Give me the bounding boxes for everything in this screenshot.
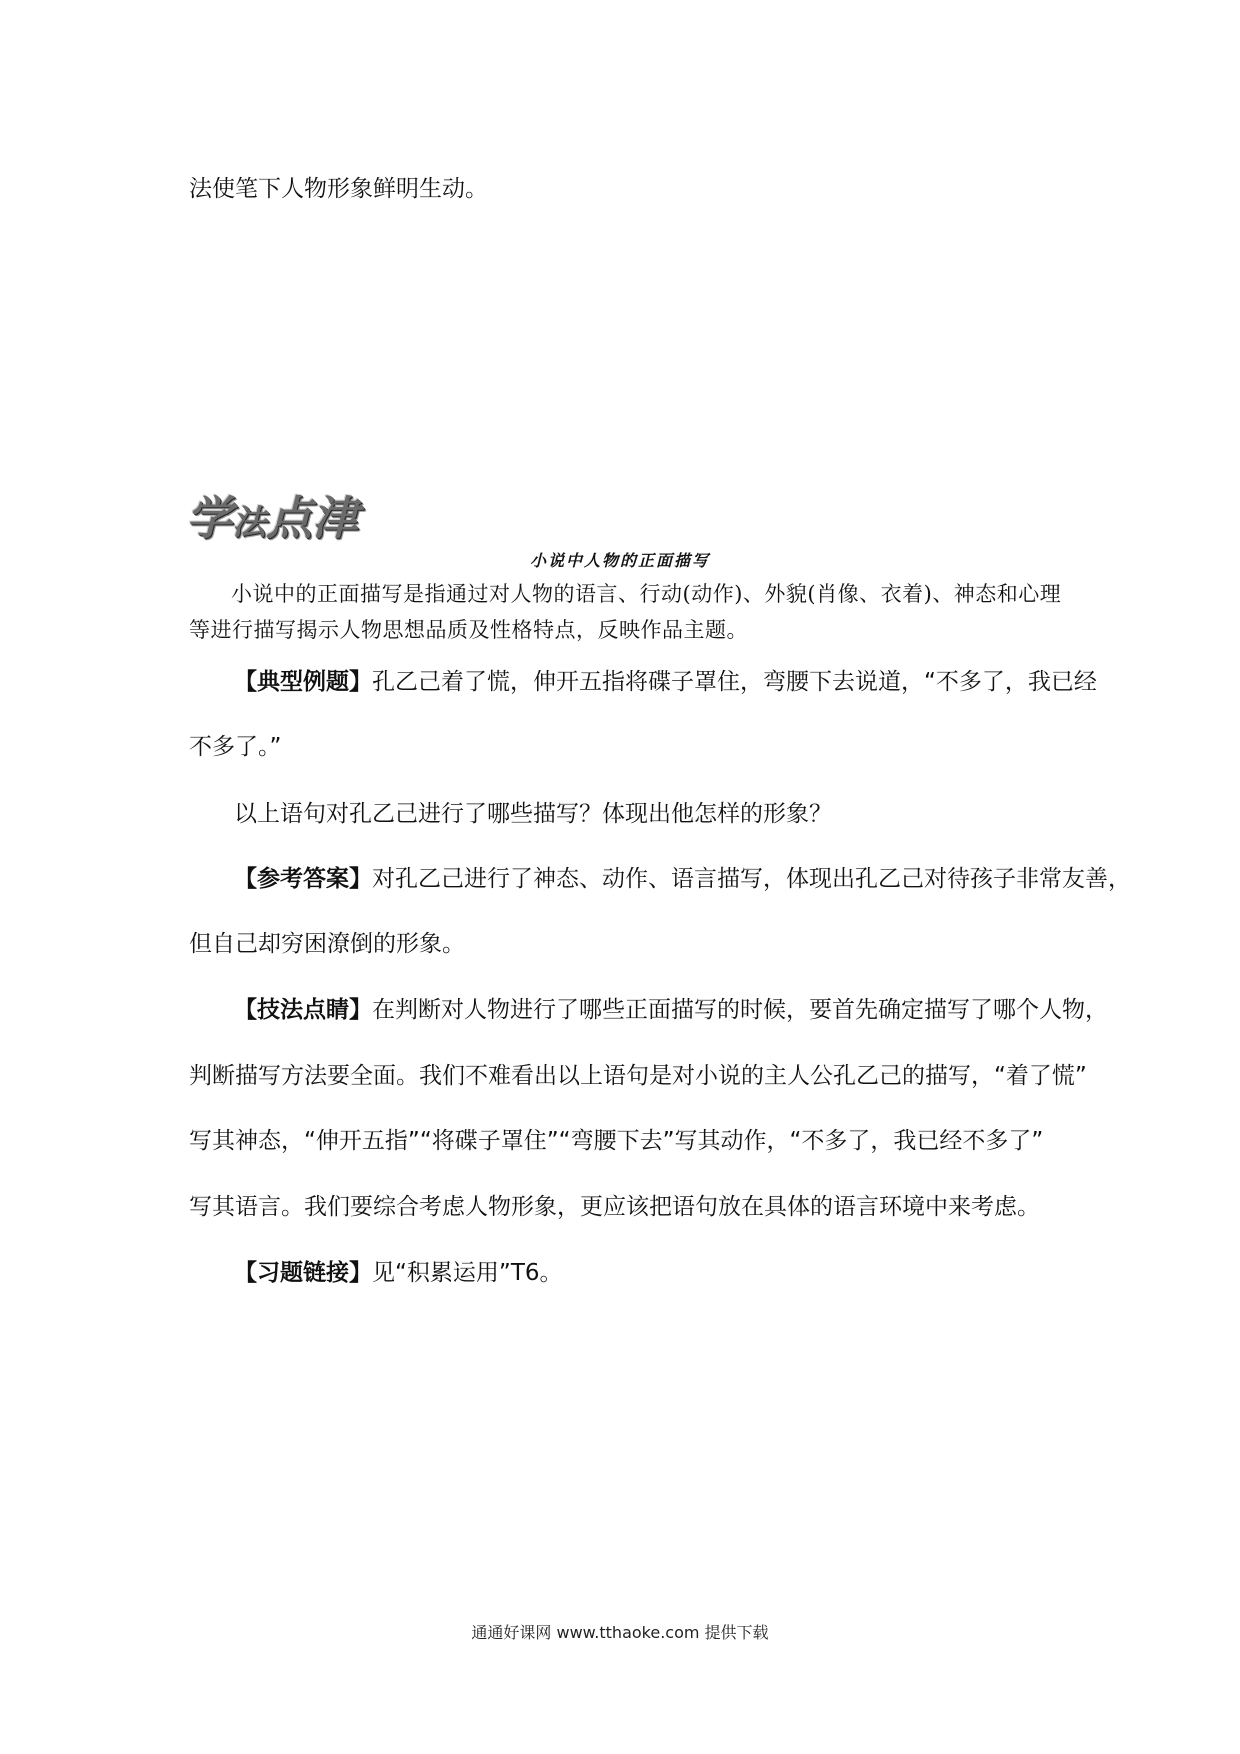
answer-label: 【参考答案】 — [234, 866, 372, 892]
tip-line-4: 写其语言。我们要综合考虑人物形象，更应该把语句放在具体的语言环境中来考虑。 — [189, 1194, 1040, 1220]
answer-text-1: 对孔乙己进行了神态、动作、语言描写，体现出孔乙己对待孩子非常友善， — [372, 866, 1131, 892]
example-text-1: 孔乙己着了慌，伸开五指将碟子罩住，弯腰下去说道，“不多了，我已经 — [372, 669, 1097, 695]
tip-line-3: 写其神态，“伸开五指”“将碟子罩住”“弯腰下去”写其动作，“不多了，我已经不多了” — [189, 1128, 1044, 1154]
answer-line-2: 但自己却穷困潦倒的形象。 — [189, 931, 465, 957]
tip-line-2: 判断描写方法要全面。我们不难看出以上语句是对小说的主人公孔乙己的描写，“着了慌” — [189, 1063, 1087, 1089]
link-text: 见“积累运用”T6。 — [372, 1260, 563, 1286]
example-question: 以上语句对孔乙己进行了哪些描写？体现出他怎样的形象？ — [234, 801, 832, 827]
section-subtitle: 小说中人物的正面描写 — [529, 551, 710, 570]
example-line-2: 不多了。” — [189, 734, 282, 760]
tip-line-1 — [234, 991, 1108, 1024]
tip-text-1: 在判断对人物进行了哪些正面描写的时候，要首先确定描写了哪个人物， — [372, 997, 1108, 1023]
link-line — [234, 1254, 563, 1287]
continued-paragraph: 法使笔下人物形象鲜明生动。 — [189, 176, 488, 202]
answer-line-1 — [234, 860, 1131, 893]
section-heading-char-3: 点津 — [266, 491, 358, 545]
example-line-1 — [234, 663, 1097, 696]
section-heading-char-1: 学 — [186, 491, 232, 545]
intro-paragraph: 小说中的正面描写是指通过对人物的语言、行动(动作)、外貌(肖像、衣着)、神态和心理等进行描写揭示人物思想品质及性格特点，反映作品主题。 — [189, 582, 1062, 642]
link-label: 【习题链接】 — [234, 1260, 372, 1286]
page-footer: 通通好课网 www.tthaoke.com 提供下载 — [471, 1623, 769, 1642]
section-heading — [186, 482, 358, 548]
section-heading-char-2: 法 — [232, 503, 266, 543]
tip-label: 【技法点睛】 — [234, 997, 372, 1023]
example-label: 【典型例题】 — [234, 669, 372, 695]
